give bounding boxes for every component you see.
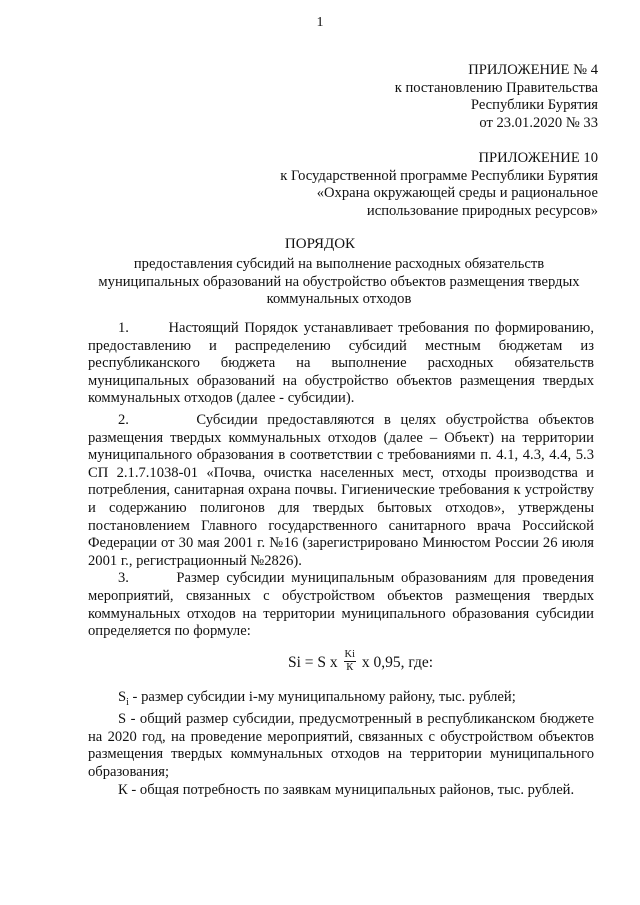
paragraph-2: 2. Субсидии предоставляются в целях обустройства объектов размещения твердых коммунальных отходов (далее – Объект) на территории муниципального образования в соответствии с требованиями п. 4.1, 4.3, 4.4, 5.3 СП 2.1.7.1038-01 «Почва, очистка населенных мест, отходы производства и потребления, санитарная охрана почвы. Гигиенические требования к устройству и содержанию полигонов для твердых бытовых отходов», утверждены постановлением Главного государственного санитарного врача Российской Федерации от 30 мая 2001 г. №16 (зарегистрировано Минюстом России 26 июля 2001 г., регистрационный №2826). xyxy=(88,411,594,569)
formula-lhs: Si = S x xyxy=(288,653,338,671)
formula-numerator: Ki xyxy=(344,648,356,660)
annex-4-line-2: к постановлению Правительства xyxy=(394,79,598,96)
annex-4-line-1: ПРИЛОЖЕНИЕ № 4 xyxy=(468,62,598,78)
document-body xyxy=(88,320,594,799)
annex-10-line-4: использование природных ресурсов» xyxy=(366,202,598,219)
document-title: ПОРЯДОК xyxy=(284,236,356,252)
annex-4-line-3: Республики Бурятия xyxy=(470,97,598,114)
annex-4-header xyxy=(395,62,598,132)
annex-10-line-3: «Охрана окружающей среды и рациональное xyxy=(316,185,598,202)
annex-10-line-2: к Государственной программе Республики Бурятия xyxy=(280,167,598,184)
formula-fraction xyxy=(344,649,357,674)
annex-4-line-4: от 23.01.2020 № 33 xyxy=(479,114,598,131)
page-number: 1 xyxy=(316,15,324,30)
formula xyxy=(88,647,594,685)
definition-si xyxy=(88,689,594,712)
definition-k: К - общая потребность по заявкам муниципальных районов, тыс. рублей. xyxy=(118,781,575,798)
document-subtitle: предоставления субсидий на выполнение расходных обязательств муниципальных образований на обустройство объектов размещения твердых коммунальных отходов xyxy=(98,256,580,308)
formula-rhs: x 0,95, где: xyxy=(361,653,434,671)
definition-si-symbol: S xyxy=(118,688,127,705)
annex-10-header xyxy=(280,150,598,220)
paragraph-3: 3. Размер субсидии муниципальным образованиям для проведения мероприятий, связанных с обустройством объектов размещения твердых коммунальных отходов на территории муниципального образования субсидии определяется по формуле: xyxy=(88,570,594,640)
definition-si-text: - размер субсидии i-му муниципальному району, тыс. рублей; xyxy=(128,688,516,705)
annex-10-line-1: ПРИЛОЖЕНИЕ 10 xyxy=(478,150,598,166)
paragraph-1: 1. Настоящий Порядок устанавливает требования по формированию, предоставлению и распределению субсидий местным бюджетам из республиканского бюджета на выполнение расходных обязательств муниципальных образований на обустройство объектов размещения твердых коммунальных отходов (далее - субсидии). xyxy=(88,320,594,407)
definition-si-subscript: i xyxy=(126,696,129,708)
definition-s: S - общий размер субсидии, предусмотренный в республиканском бюджете на 2020 год, на проведение мероприятий, связанных с обустройством объектов размещения твердых коммунальных отходов на территории муниципального образования; xyxy=(88,711,594,780)
formula-denominator: К xyxy=(346,661,354,673)
